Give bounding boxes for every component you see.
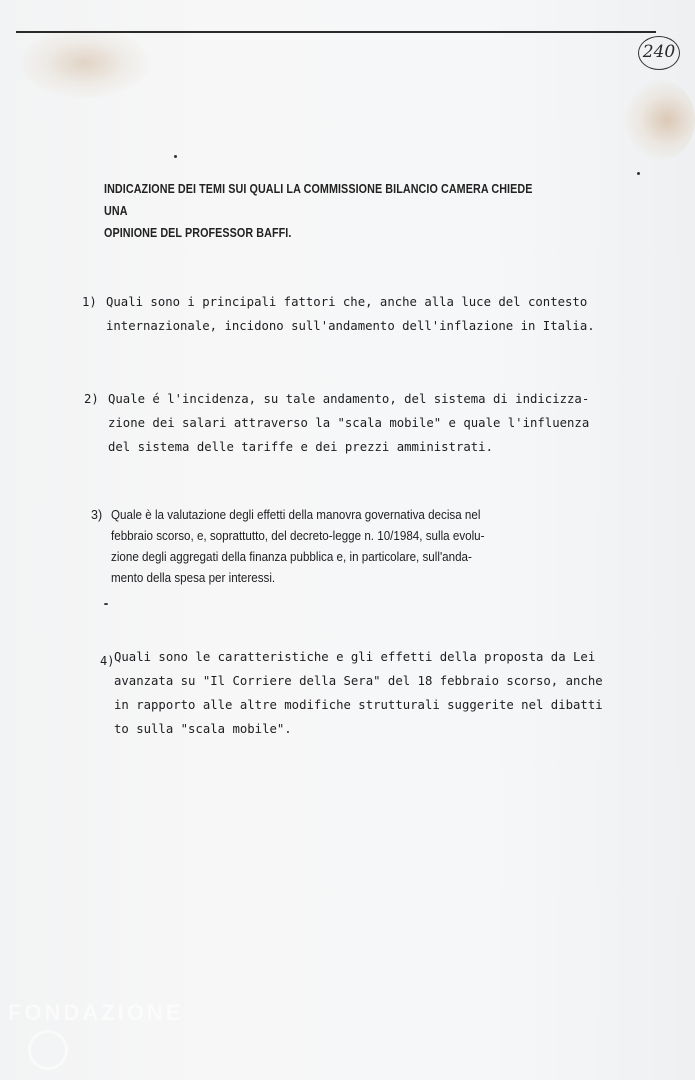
page-number: 240 xyxy=(638,36,680,70)
document-heading: INDICAZIONE DEI TEMI SUI QUALI LA COMMISSIONE BILANCIO CAMERA CHIEDE UNA OPINIONE DEL PROFESSOR BAFFI. xyxy=(104,182,533,240)
question-number: 3) xyxy=(91,508,103,522)
question-number: 4) xyxy=(100,654,115,668)
question-text: Quali sono i principali fattori che, anche alla luce del contesto internazionale, incidono sull'andamento dell'inflazione in Italia. xyxy=(106,295,595,333)
question-text: Quali sono le caratteristiche e gli effetti della proposta da Lei avanzata su "Il Corriere della Sera" del 18 febbraio scorso, anche in rapporto alle altre modifiche strutturali suggerite nel dibatti to sulla "scala mobile". xyxy=(114,650,603,736)
question-text: Quale è la valutazione degli effetti della manovra governativa decisa nel febbraio scorso, e, soprattutto, del decreto-legge n. 10/1984, sulla evolu- zione degli aggregati della finanza pubblica e, in particolare, sull'anda- mento della spesa per interessi. xyxy=(111,508,485,585)
question-number: 2) xyxy=(84,392,99,406)
top-rule xyxy=(16,31,656,33)
paper-stain xyxy=(625,80,695,160)
watermark-logo-icon xyxy=(28,1030,68,1070)
archive-watermark: FONDAZIONE xyxy=(8,1000,184,1025)
paper-speck xyxy=(637,172,640,175)
paper-stain xyxy=(20,28,150,98)
question-text: Quale é l'incidenza, su tale andamento, del sistema di indicizza- zione dei salari attraverso la "scala mobile" e quale l'influenza del sistema delle tariffe e dei prezzi amministrati. xyxy=(108,392,590,454)
question-number: 1) xyxy=(82,295,97,309)
paper-speck xyxy=(104,603,108,605)
paper-speck xyxy=(174,155,177,158)
